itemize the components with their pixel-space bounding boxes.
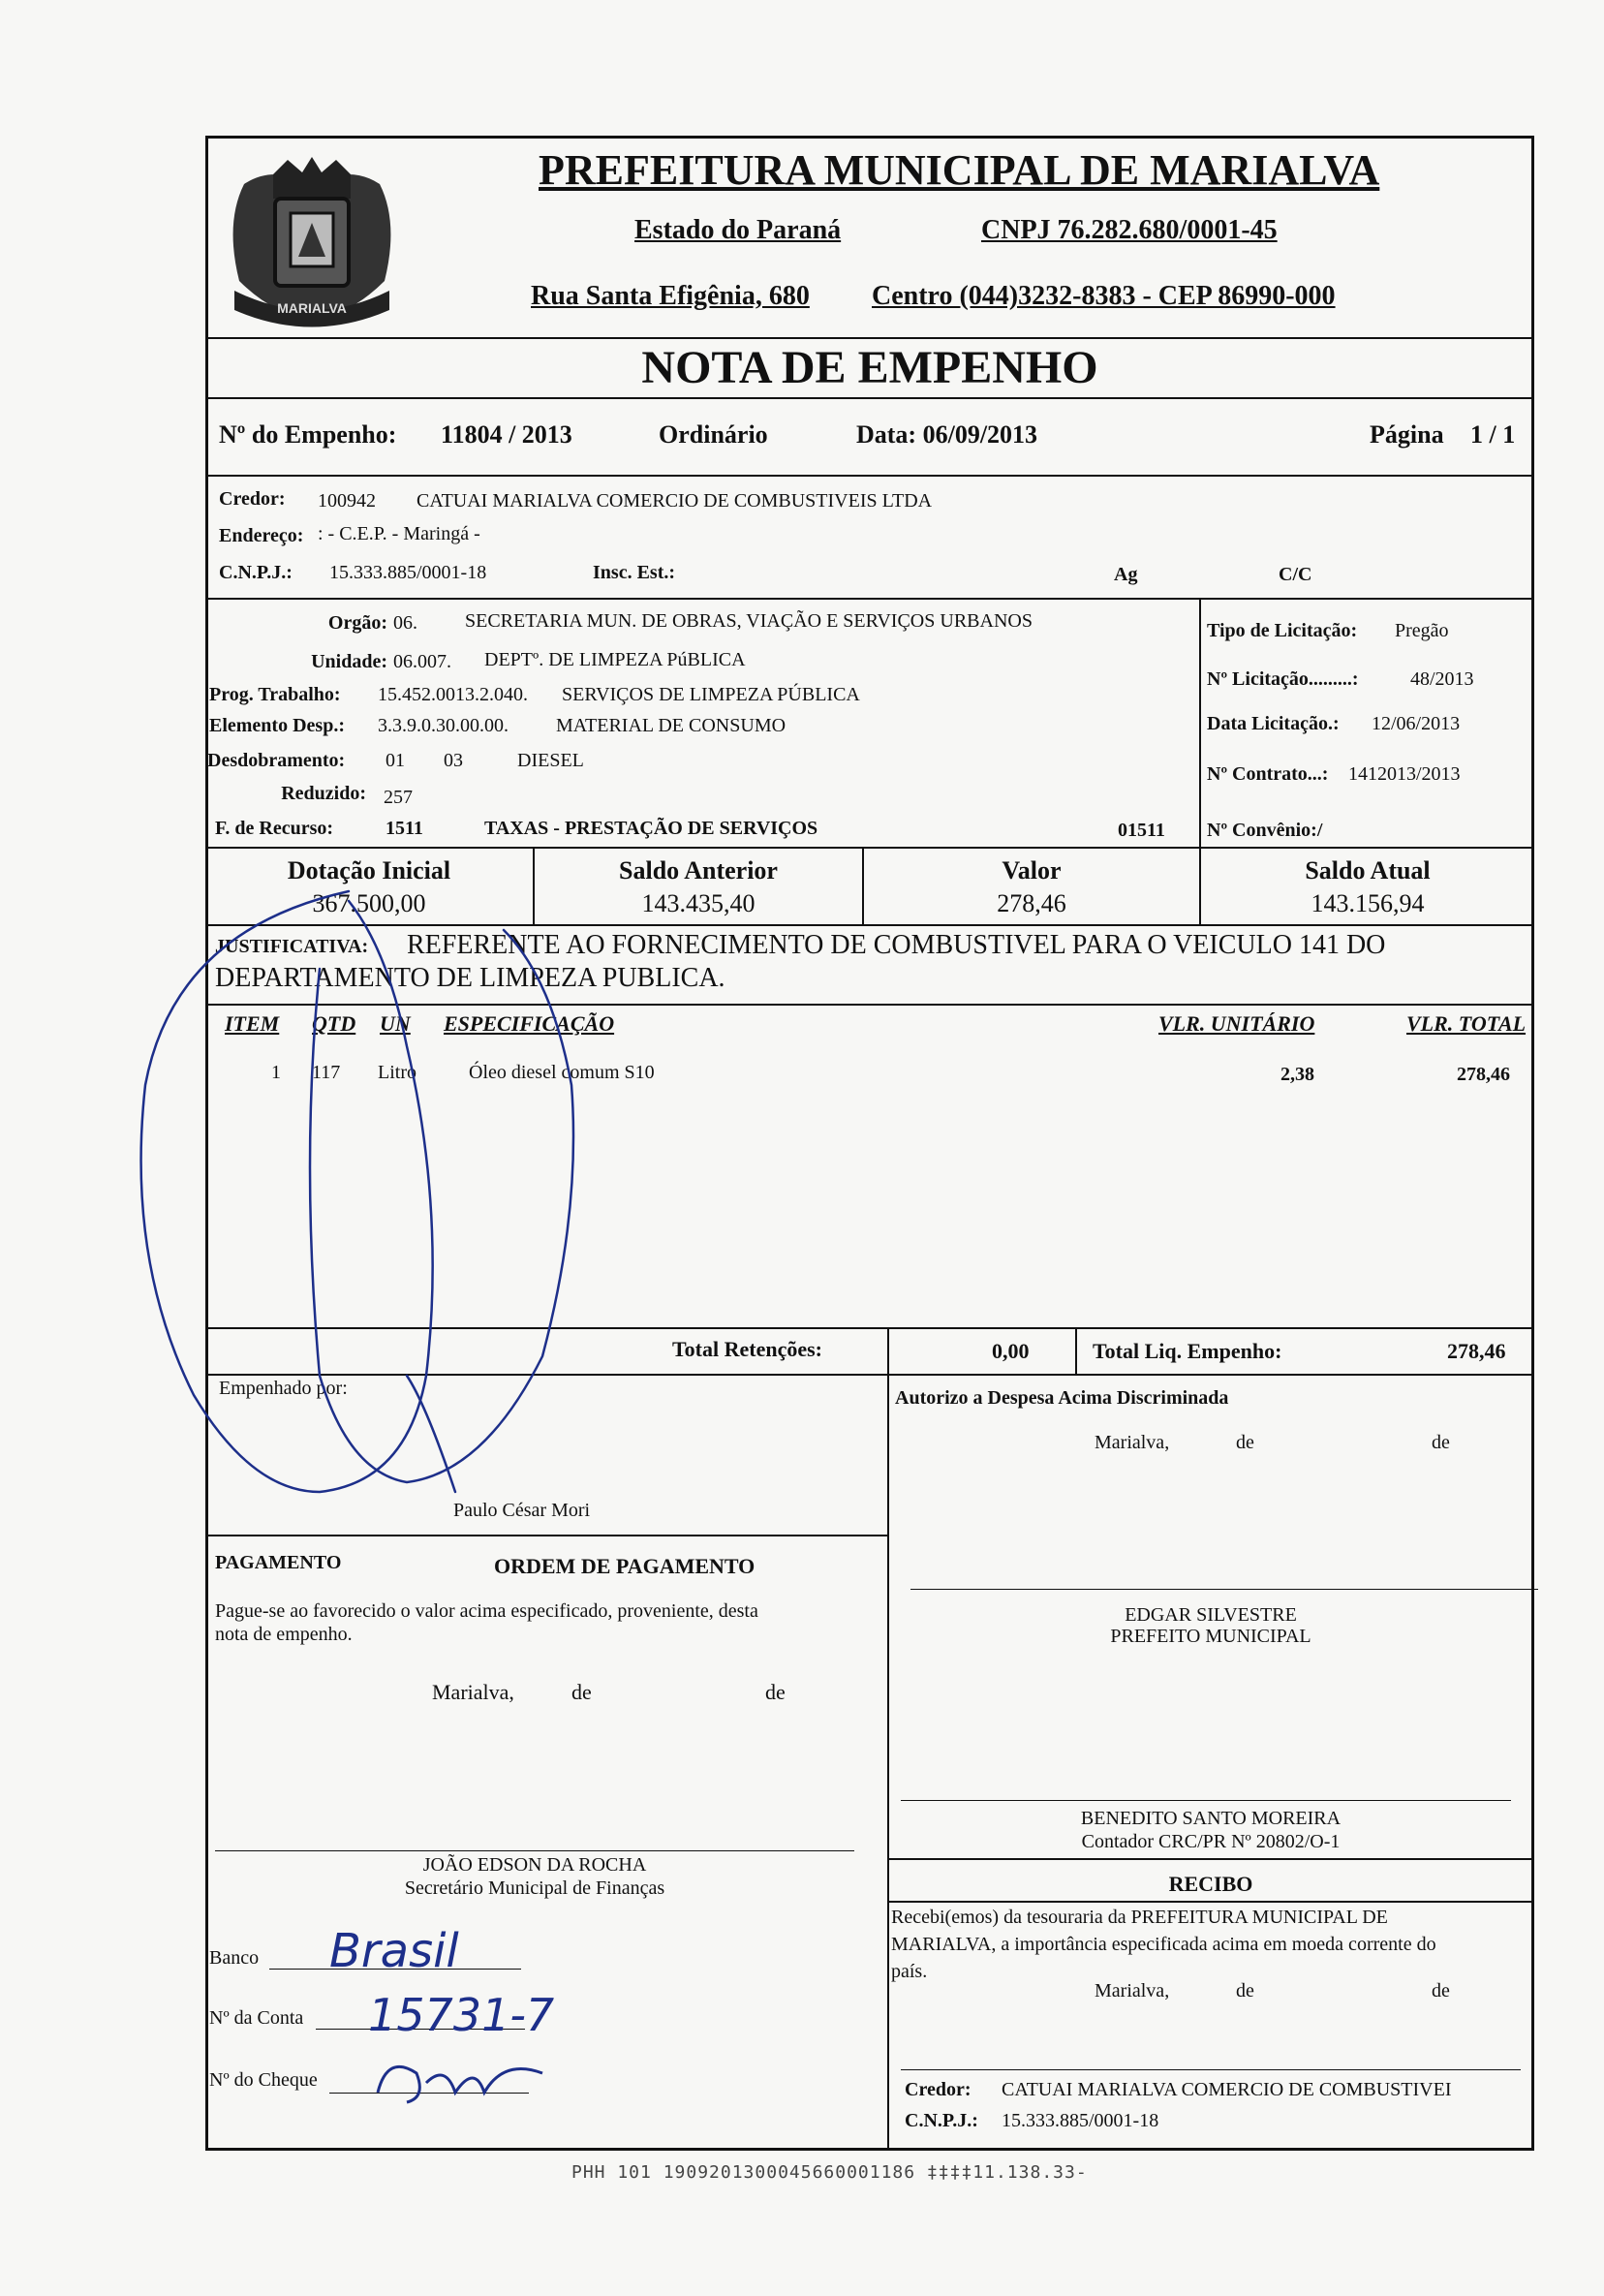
saldo-atual-value: 143.156,94: [1311, 889, 1425, 917]
pagamento-de-2: de: [765, 1680, 786, 1704]
retencoes-label: Total Retenções:: [672, 1337, 822, 1361]
liquido-label: Total Liq. Empenho:: [1093, 1339, 1282, 1363]
elemento-label: Elemento Desp.:: [209, 715, 345, 736]
recibo-cnpj: 15.333.885/0001-18: [1002, 2110, 1159, 2131]
pagamento-texto-2: nota de empenho.: [215, 1624, 353, 1645]
recibo-marialva: Marialva,: [1095, 1980, 1170, 2001]
header-title: PREFEITURA MUNICIPAL DE MARIALVA: [539, 146, 1380, 194]
unidade-code: 06.007.: [393, 651, 451, 672]
header-district-phone: Centro (044)3232-8383 - CEP 86990-000: [872, 281, 1336, 311]
prog-label: Prog. Trabalho:: [209, 684, 341, 705]
elemento-code: 3.3.9.0.30.00.00.: [378, 715, 509, 736]
cheque-label: Nº do Cheque: [209, 2069, 318, 2091]
elemento-name: MATERIAL DE CONSUMO: [556, 715, 787, 736]
autorizo-de-1: de: [1236, 1432, 1254, 1453]
retencoes-value: 0,00: [992, 1339, 1030, 1363]
insc-est-label: Insc. Est.:: [593, 562, 676, 583]
page-number: 1 / 1: [1470, 420, 1516, 449]
valor-label: Valor: [1002, 856, 1062, 884]
justificativa-label: JUSTIFICATIVA:: [215, 936, 369, 957]
prefeito-nome: EDGAR SILVESTRE: [1125, 1604, 1297, 1626]
empenho-number: 11804 / 2013: [441, 420, 572, 449]
data-licitacao-value: 12/06/2013: [1372, 713, 1461, 734]
recurso-code-2: 01511: [1118, 820, 1165, 841]
unidade-name: DEPTº. DE LIMPEZA PúBLICA: [484, 649, 746, 670]
col-header-item: ITEM: [225, 1011, 280, 1036]
desdobramento-label: Desdobramento:: [207, 750, 346, 771]
liquido-value: 278,46: [1447, 1339, 1506, 1363]
dotacao-label: Dotação Inicial: [287, 856, 451, 884]
credor-cnpj: 15.333.885/0001-18: [329, 562, 487, 583]
cc-label: C/C: [1279, 564, 1312, 585]
unidade-label: Unidade:: [311, 651, 387, 672]
dotacao-value: 367.500,00: [312, 889, 426, 917]
recibo-texto-3: país.: [891, 1961, 928, 1982]
credor-label: Credor:: [219, 488, 286, 510]
orgao-label: Orgão:: [327, 612, 387, 634]
recibo-credor-label: Credor:: [905, 2079, 972, 2100]
ag-label: Ag: [1114, 564, 1138, 585]
empenhado-nome: Paulo César Mori: [453, 1500, 591, 1521]
row-item: 1: [271, 1062, 281, 1083]
recibo-texto-2: MARIALVA, a importância especificada acima em moeda corrente do: [891, 1934, 1436, 1955]
valor-value: 278,46: [997, 889, 1066, 917]
col-header-un: UN: [380, 1011, 411, 1036]
reduzido-label: Reduzido:: [281, 783, 366, 804]
saldo-atual-label: Saldo Atual: [1305, 856, 1431, 884]
secretario-nome: JOÃO EDSON DA ROCHA: [422, 1854, 647, 1876]
contador-cargo: Contador CRC/PR Nº 20802/O-1: [1081, 1831, 1341, 1852]
row-vlr-total: 278,46: [1457, 1064, 1510, 1085]
row-un: Litro: [378, 1062, 416, 1083]
credor-cnpj-label: C.N.P.J.:: [219, 562, 293, 583]
convenio-label: Nº Convênio:/: [1207, 820, 1323, 841]
prog-code: 15.452.0013.2.040.: [378, 684, 528, 705]
credor-address-label: Endereço:: [219, 525, 304, 546]
reduzido-value: 257: [384, 787, 413, 808]
crest-text: MARIALVA: [277, 300, 347, 316]
empenho-number-label: Nº do Empenho:: [219, 420, 397, 449]
pen-loop-large: [141, 891, 433, 1492]
empenho-date: Data: 06/09/2013: [856, 420, 1038, 449]
recibo-credor-nome: CATUAI MARIALVA COMERCIO DE COMBUSTIVEI: [1002, 2079, 1452, 2100]
pagamento-texto-1: Pague-se ao favorecido o valor acima especificado, proveniente, desta: [215, 1600, 758, 1622]
recibo-title: RECIBO: [1168, 1872, 1253, 1896]
row-vlr-unitario: 2,38: [1280, 1064, 1314, 1085]
header-cnpj: CNPJ 76.282.680/0001-45: [981, 215, 1278, 245]
orgao-name: SECRETARIA MUN. DE OBRAS, VIAÇÃO E SERVIÇOS URBANOS: [465, 610, 1033, 632]
justificativa-line-1: REFERENTE AO FORNECIMENTO DE COMBUSTIVEL PARA O VEICULO 141 DO: [407, 930, 1386, 960]
conta-label: Nº da Conta: [209, 2007, 304, 2029]
col-header-qtd: QTD: [312, 1011, 356, 1036]
barcode-text: PHH 101 1909201300045660001186 ‡‡‡‡11.138.33-: [571, 2162, 1088, 2183]
recurso-label: F. de Recurso:: [215, 818, 334, 839]
col-header-vlr-total: VLR. TOTAL: [1406, 1011, 1527, 1036]
autorizo-marialva: Marialva,: [1095, 1432, 1170, 1453]
row-especificacao: Óleo diesel comum S10: [469, 1062, 655, 1083]
autorizo-de-2: de: [1432, 1432, 1450, 1453]
banco-label: Banco: [209, 1947, 260, 1969]
orgao-code: 06.: [393, 612, 417, 634]
row-qtd: 117: [312, 1062, 341, 1083]
banco-handwritten: Brasil: [329, 1924, 459, 1978]
recibo-cnpj-label: C.N.P.J.:: [905, 2110, 978, 2131]
recibo-texto-1: Recebi(emos) da tesouraria da PREFEITURA MUNICIPAL DE: [891, 1907, 1388, 1928]
page-label: Página: [1370, 420, 1444, 449]
header-address: Rua Santa Efigênia, 680: [531, 281, 810, 311]
contador-nome: BENEDITO SANTO MOREIRA: [1080, 1808, 1342, 1829]
autorizo-label: Autorizo a Despesa Acima Discriminada: [895, 1387, 1229, 1409]
desdobramento-b: 03: [444, 750, 463, 771]
tipo-licitacao-label: Tipo de Licitação:: [1207, 620, 1358, 641]
pagamento-marialva: Marialva,: [432, 1680, 514, 1704]
contrato-value: 1412013/2013: [1348, 763, 1461, 785]
desdobramento-a: 01: [386, 750, 405, 771]
num-licitacao-value: 48/2013: [1410, 668, 1474, 690]
recurso-code: 1511: [386, 818, 423, 839]
prefeito-cargo: PREFEITO MUNICIPAL: [1110, 1626, 1311, 1647]
credor-code: 100942: [318, 490, 376, 512]
recibo-de-1: de: [1236, 1980, 1254, 2001]
secretario-cargo: Secretário Municipal de Finanças: [404, 1877, 665, 1899]
data-licitacao-label: Data Licitação.:: [1207, 713, 1340, 734]
credor-name: CATUAI MARIALVA COMERCIO DE COMBUSTIVEIS LTDA: [416, 490, 933, 512]
ordem-pagamento-label: ORDEM DE PAGAMENTO: [494, 1554, 756, 1578]
recibo-de-2: de: [1432, 1980, 1450, 2001]
pagamento-de-1: de: [571, 1680, 592, 1704]
empenhado-label: Empenhado por:: [219, 1378, 348, 1399]
prog-name: SERVIÇOS DE LIMPEZA PÚBLICA: [562, 684, 860, 705]
num-licitacao-label: Nº Licitação.........:: [1207, 668, 1359, 690]
empenho-type: Ordinário: [659, 420, 768, 449]
saldo-anterior-value: 143.435,40: [641, 889, 756, 917]
justificativa-line-2: DEPARTAMENTO DE LIMPEZA PUBLICA.: [215, 963, 725, 993]
desdobramento-name: DIESEL: [517, 750, 584, 771]
pen-stroke-diagonal: [407, 1376, 455, 1492]
saldo-anterior-label: Saldo Anterior: [619, 856, 778, 884]
document-title: NOTA DE EMPENHO: [641, 342, 1098, 393]
tipo-licitacao-value: Pregão: [1395, 620, 1449, 641]
cheque-signature: [378, 2066, 542, 2102]
col-header-especificacao: ESPECIFICAÇÃO: [444, 1011, 615, 1036]
pen-loop-inner: [310, 930, 573, 1482]
contrato-label: Nº Contrato...:: [1207, 763, 1329, 785]
credor-address: : - C.E.P. - Maringá -: [318, 523, 480, 544]
recurso-name: TAXAS - PRESTAÇÃO DE SERVIÇOS: [484, 818, 818, 839]
col-header-vlr-unitario: VLR. UNITÁRIO: [1158, 1011, 1315, 1036]
conta-handwritten: 15731-7: [368, 1989, 555, 2041]
header-state: Estado do Paraná: [634, 215, 842, 245]
pagamento-label: PAGAMENTO: [215, 1552, 342, 1573]
